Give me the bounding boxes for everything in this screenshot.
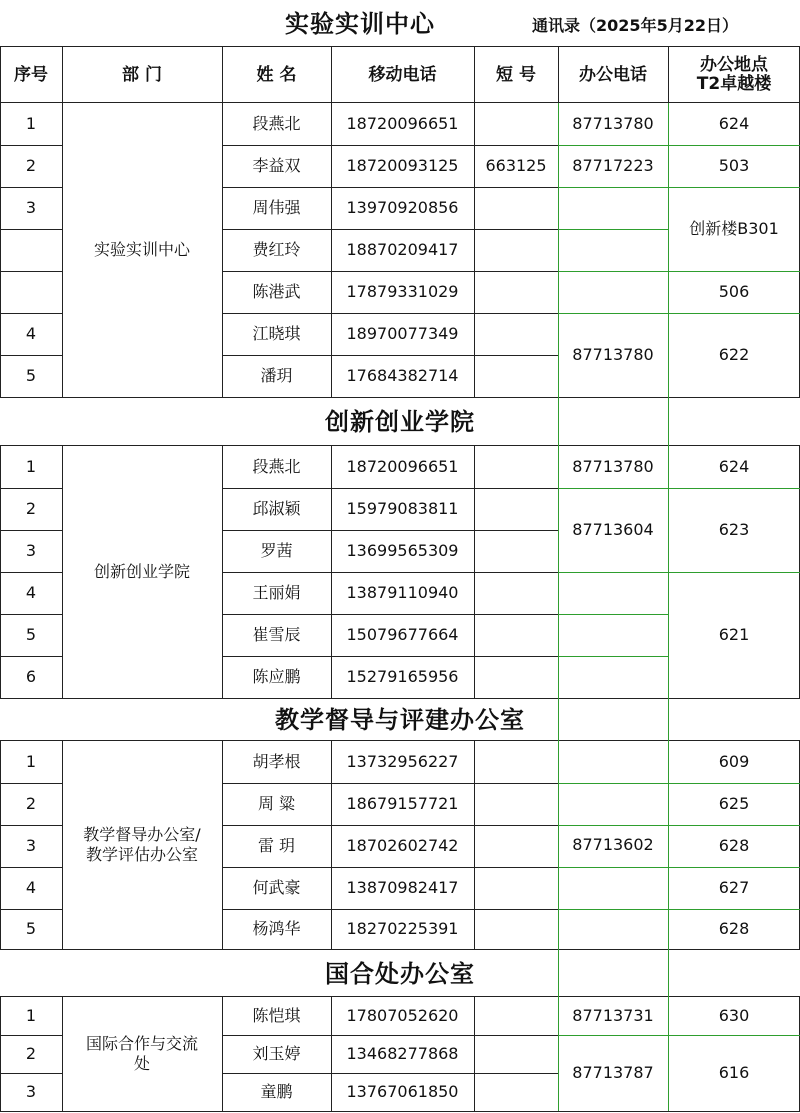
grid-line <box>331 46 332 103</box>
mobile-number: 17684382714 <box>346 366 459 385</box>
grid-line-green <box>668 825 800 826</box>
grid-line <box>0 1035 62 1036</box>
office-phone <box>558 187 668 229</box>
header-office-phone: 办公电话 <box>579 65 647 85</box>
section-title-innovation: 创新创业学院 <box>325 407 475 436</box>
short-number <box>474 271 558 313</box>
short-number <box>474 313 558 355</box>
row-index: 1 <box>25 752 37 771</box>
short-number <box>474 229 558 271</box>
grid-line <box>222 229 558 230</box>
short-number <box>474 103 558 145</box>
grid-line <box>222 271 558 272</box>
person-name: 潘玥 <box>260 366 293 385</box>
grid-line <box>222 867 558 868</box>
person-name: 费红玲 <box>252 240 301 259</box>
department-cell: 创新创业学院 <box>93 562 190 581</box>
row-index: 2 <box>25 794 37 813</box>
mobile-number: 18679157721 <box>346 794 459 813</box>
office-location: 624 <box>718 457 750 476</box>
grid-line <box>222 656 558 657</box>
grid-line-green <box>668 271 800 272</box>
grid-line-green <box>668 572 800 573</box>
office-phone <box>558 229 668 271</box>
mobile-number: 13767061850 <box>346 1082 459 1101</box>
row-index: 4 <box>25 583 37 602</box>
grid-line <box>222 783 558 784</box>
grid-line <box>0 867 62 868</box>
grid-line-green <box>668 867 800 868</box>
office-location: 625 <box>718 794 750 813</box>
mobile-number: 13468277868 <box>346 1044 459 1063</box>
grid-line <box>0 187 62 188</box>
grid-line <box>222 572 558 573</box>
office-phone <box>558 271 668 313</box>
header-index: 序号 <box>14 65 48 85</box>
office-phone: 87713780 <box>572 114 654 133</box>
grid-line <box>0 46 800 47</box>
person-name: 刘玉婷 <box>252 1044 301 1063</box>
office-location: 506 <box>718 282 750 301</box>
grid-line <box>222 1073 558 1074</box>
mobile-number: 18702602742 <box>346 836 459 855</box>
office-location-merged: 622 <box>718 344 750 364</box>
grid-line <box>222 187 558 188</box>
grid-line-green <box>558 313 668 314</box>
grid-line-green <box>558 656 668 657</box>
row-index: 3 <box>25 836 37 855</box>
grid-line <box>222 488 558 489</box>
short-number <box>474 656 558 698</box>
grid-line-green <box>558 488 668 489</box>
mobile-number: 13970920856 <box>346 198 459 217</box>
grid-line <box>0 488 62 489</box>
office-location: 624 <box>718 114 750 133</box>
grid-line-green <box>558 103 559 1111</box>
short-number <box>474 488 558 530</box>
row-index: 3 <box>25 198 37 217</box>
header-short-number: 短 号 <box>496 65 536 85</box>
office-phone-merged: 87713604 <box>572 520 654 539</box>
header-mobile: 移动电话 <box>368 65 437 85</box>
person-name: 邱淑颖 <box>252 499 301 518</box>
grid-line <box>474 46 475 103</box>
row-index <box>0 271 62 313</box>
mobile-number: 15979083811 <box>346 499 459 518</box>
grid-line-green <box>558 229 668 230</box>
grid-line <box>0 783 62 784</box>
department-cell: 实验实训中心 <box>93 239 190 259</box>
department-cell: 国际合作与交流 处 <box>85 1034 198 1073</box>
grid-line <box>0 530 62 531</box>
grid-line-green <box>558 572 668 573</box>
grid-line-green <box>668 145 800 146</box>
grid-line <box>222 1035 558 1036</box>
row-index: 5 <box>25 366 37 385</box>
grid-line <box>0 572 62 573</box>
grid-line <box>62 740 63 949</box>
grid-line <box>0 698 800 699</box>
short-number <box>474 355 558 397</box>
mobile-number: 18720096651 <box>346 114 459 133</box>
office-phone-merged: 87713787 <box>572 1063 654 1082</box>
header-office-location: 办公地点 T2卓越楼 <box>696 55 772 94</box>
section-title-international: 国合处办公室 <box>325 959 475 988</box>
person-name: 杨鸿华 <box>252 919 301 938</box>
short-number <box>474 446 558 488</box>
mobile-number: 17807052620 <box>346 1006 459 1025</box>
mobile-number: 13732956227 <box>346 752 459 771</box>
mobile-number: 18720093125 <box>346 156 459 175</box>
person-name: 胡孝根 <box>252 752 301 771</box>
grid-line <box>0 355 62 356</box>
mobile-number: 13879110940 <box>346 583 459 602</box>
grid-line <box>222 614 558 615</box>
person-name: 崔雪辰 <box>252 625 301 644</box>
person-name: 段燕北 <box>252 457 301 476</box>
person-name: 段燕北 <box>252 114 301 133</box>
row-index: 4 <box>25 324 37 343</box>
grid-line-green <box>668 783 800 784</box>
grid-line <box>222 355 558 356</box>
office-phone-merged: 87713602 <box>572 835 654 854</box>
grid-line <box>0 614 62 615</box>
grid-line <box>222 145 558 146</box>
office-phone: 87713780 <box>572 457 654 476</box>
grid-line-green <box>558 909 668 910</box>
header-department: 部 门 <box>122 65 162 85</box>
person-name: 周伟强 <box>252 198 301 217</box>
grid-line <box>0 145 62 146</box>
office-phone <box>558 614 668 656</box>
grid-line-green <box>558 614 668 615</box>
row-index: 3 <box>25 541 37 560</box>
row-index: 4 <box>25 878 37 897</box>
grid-line <box>0 656 62 657</box>
grid-line <box>0 825 62 826</box>
office-location: 628 <box>718 836 750 855</box>
row-index: 5 <box>25 919 37 938</box>
grid-line <box>222 825 558 826</box>
mobile-number: 18720096651 <box>346 457 459 476</box>
office-location: 630 <box>718 1006 750 1025</box>
grid-line <box>62 996 63 1111</box>
mobile-number: 17879331029 <box>346 282 459 301</box>
person-name: 江晓琪 <box>252 324 301 343</box>
row-index: 5 <box>25 625 37 644</box>
section-title-supervision: 教学督导与评建办公室 <box>275 705 525 734</box>
person-name: 李益双 <box>252 156 301 175</box>
department-cell: 教学督导办公室/ 教学评估办公室 <box>83 825 201 864</box>
short-number <box>474 997 558 1035</box>
office-phone <box>558 656 668 698</box>
grid-line <box>222 313 558 314</box>
row-index <box>0 229 62 271</box>
grid-line <box>62 46 63 103</box>
directory-date-subtitle: 通讯录（2025年5月22日） <box>532 16 738 35</box>
row-index: 1 <box>25 1006 37 1025</box>
page-title: 实验实训中心 <box>285 9 435 38</box>
grid-line-green <box>668 187 800 188</box>
grid-line-green <box>558 145 668 146</box>
office-location: 609 <box>718 752 750 771</box>
grid-line <box>0 397 800 398</box>
header-name: 姓 名 <box>256 65 297 85</box>
office-phone <box>558 572 668 614</box>
mobile-number: 15279165956 <box>346 667 459 686</box>
grid-line <box>668 46 669 103</box>
short-number <box>474 783 558 825</box>
person-name: 陈港武 <box>252 282 301 301</box>
grid-line-green <box>668 488 800 489</box>
grid-line <box>0 1111 800 1112</box>
grid-line-green <box>668 103 669 1111</box>
row-index: 6 <box>25 667 37 686</box>
row-index: 2 <box>25 1044 37 1063</box>
short-number <box>474 825 558 867</box>
short-number <box>474 187 558 229</box>
office-location: 628 <box>718 919 750 938</box>
short-number <box>474 867 558 909</box>
mobile-number: 13870982417 <box>346 878 459 897</box>
office-location-merged: 创新楼B301 <box>689 219 779 238</box>
grid-line <box>558 46 559 103</box>
grid-line-green <box>558 187 668 188</box>
row-index: 1 <box>25 114 37 133</box>
person-name: 何武豪 <box>252 878 301 897</box>
mobile-number: 18870209417 <box>346 240 459 259</box>
grid-line <box>222 46 223 103</box>
office-location: 503 <box>718 156 750 175</box>
office-location-merged: 623 <box>718 520 750 539</box>
person-name: 王丽娟 <box>252 583 301 602</box>
grid-line <box>222 530 558 531</box>
grid-line <box>0 949 800 950</box>
row-index: 2 <box>25 499 37 518</box>
grid-line <box>62 102 63 397</box>
mobile-number: 13699565309 <box>346 541 459 560</box>
row-index: 2 <box>25 156 37 175</box>
mobile-number: 15079677664 <box>346 625 459 644</box>
short-number: 663125 <box>485 156 547 175</box>
grid-line <box>0 1073 62 1074</box>
short-number <box>474 530 558 572</box>
grid-line-green <box>668 909 800 910</box>
mobile-number: 18270225391 <box>346 919 459 938</box>
person-name: 周 粱 <box>257 794 296 813</box>
person-name: 陈恺琪 <box>252 1006 301 1025</box>
person-name: 陈应鹏 <box>252 667 301 686</box>
short-number <box>474 614 558 656</box>
row-index: 3 <box>25 1082 37 1101</box>
person-name: 雷 玥 <box>257 836 296 855</box>
grid-line-green <box>558 1035 668 1036</box>
grid-line <box>0 46 1 103</box>
person-name: 童鹏 <box>260 1082 293 1101</box>
office-location-merged: 621 <box>718 625 750 644</box>
grid-line-green <box>558 271 668 272</box>
short-number <box>474 572 558 614</box>
grid-line <box>0 909 62 910</box>
short-number <box>474 1035 558 1073</box>
row-index: 1 <box>25 457 37 476</box>
person-name: 罗茜 <box>260 541 293 560</box>
mobile-number: 18970077349 <box>346 324 459 343</box>
short-number <box>474 909 558 949</box>
grid-line <box>222 909 558 910</box>
grid-line <box>0 313 62 314</box>
short-number <box>474 1073 558 1111</box>
office-phone: 87713731 <box>572 1006 654 1025</box>
office-location-merged: 616 <box>718 1063 750 1082</box>
office-phone-merged: 87713780 <box>572 344 654 364</box>
grid-line-green <box>668 1035 800 1036</box>
grid-line-green <box>558 783 668 784</box>
grid-line-green <box>668 313 800 314</box>
office-phone: 87717223 <box>572 156 654 175</box>
grid-line <box>0 271 62 272</box>
grid-line-green <box>558 867 668 868</box>
short-number <box>474 741 558 783</box>
grid-line <box>62 445 63 698</box>
grid-line <box>0 229 62 230</box>
grid-line-green <box>558 825 668 826</box>
office-location: 627 <box>718 878 750 897</box>
